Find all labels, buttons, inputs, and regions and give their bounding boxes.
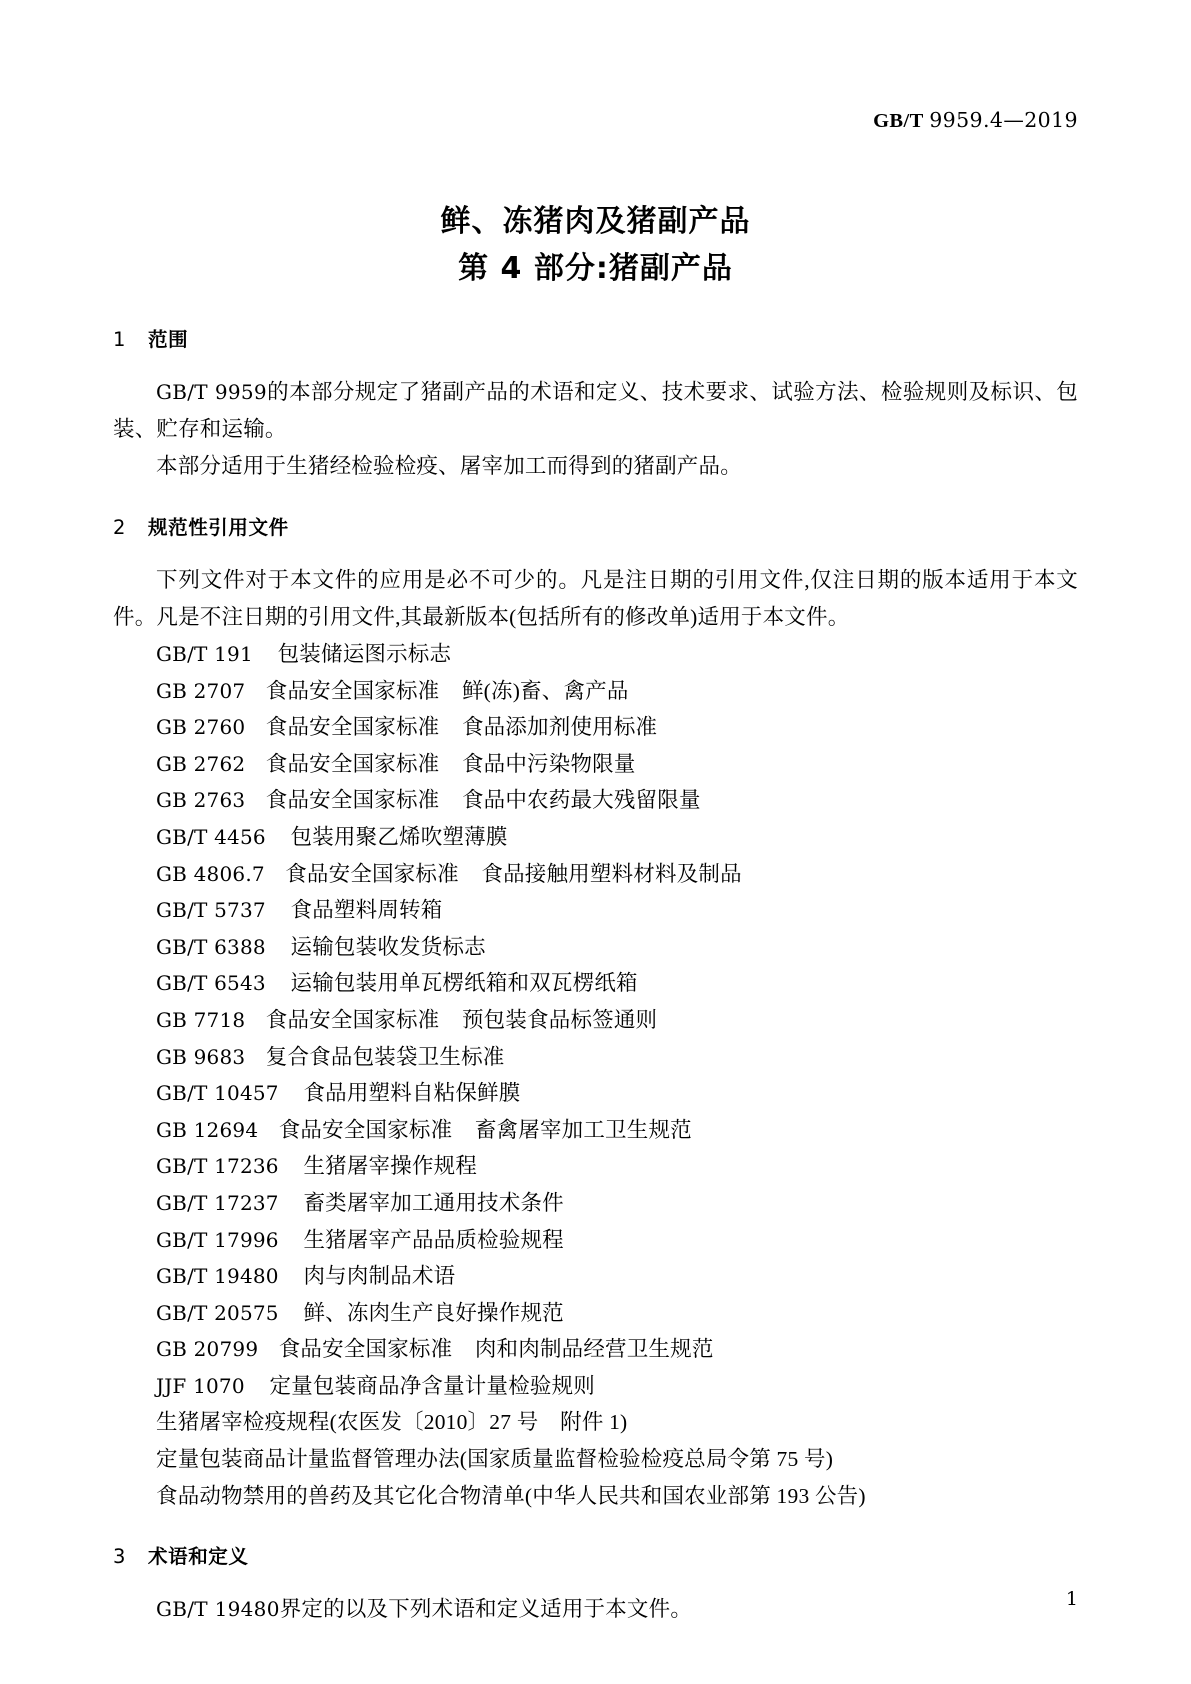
- reference-item: [113, 1368, 1078, 1405]
- reference-title: 生猪屠宰操作规程: [303, 1154, 478, 1179]
- reference-code: GB/T 5737: [156, 898, 266, 923]
- reference-subtitle: 食品安全国家标准: [285, 861, 459, 886]
- clause-number-3: 3: [113, 1545, 127, 1569]
- clause-1-paragraph-2: 本部分适用于生猪经检验检疫、屠宰加工而得到的猪副产品。: [156, 454, 742, 478]
- title-line-1: 鲜、冻猪肉及猪副产品: [440, 204, 751, 239]
- reference-subtitle: 食品安全国家标准: [265, 751, 440, 776]
- reference-title: 食品中农药最大残留限量: [461, 788, 701, 813]
- inline-standard-code: GB/T 19480: [156, 1597, 280, 1622]
- page-number: 1: [1065, 1588, 1078, 1610]
- reference-item: [113, 856, 1078, 893]
- clause-3-paragraph-1: [113, 1591, 1078, 1628]
- regulation-item: 生猪屠宰检疫规程(农医发〔2010〕27 号 附件 1): [156, 1410, 628, 1435]
- reference-item: [113, 965, 1078, 1002]
- reference-item: [113, 1185, 1078, 1222]
- reference-title: 包装用聚乙烯吹塑薄膜: [290, 824, 508, 849]
- reference-code: GB 7718: [156, 1007, 246, 1032]
- reference-code: GB/T 20575: [156, 1300, 279, 1325]
- reference-code: GB 9683: [156, 1044, 246, 1069]
- spacer: [113, 352, 1078, 374]
- reference-title: 畜禽屠宰加工卫生规范: [474, 1117, 692, 1142]
- spacer: [113, 540, 1078, 562]
- reference-code: GB 2760: [156, 715, 246, 740]
- reference-subtitle: 食品安全国家标准: [265, 678, 440, 703]
- reference-code: GB/T 6543: [156, 971, 266, 996]
- reference-item: [113, 673, 1078, 710]
- reference-title: 包装储运图示标志: [277, 642, 452, 666]
- reference-title: 鲜、冻肉生产良好操作规范: [303, 1300, 564, 1325]
- reference-item: [113, 929, 1078, 966]
- reference-code: GB 2763: [156, 788, 246, 813]
- reference-subtitle: 食品安全国家标准: [265, 788, 440, 813]
- reference-item: [113, 1258, 1078, 1295]
- reference-title: 预包装食品标签通则: [461, 1007, 658, 1032]
- reference-code: GB/T 17237: [156, 1190, 279, 1215]
- reference-title: 鲜(冻)畜、禽产品: [461, 678, 629, 703]
- reference-title: 定量包装商品净含量计量检验规则: [269, 1373, 596, 1398]
- reference-title: 运输包装收发货标志: [290, 934, 486, 959]
- reference-item: [113, 1039, 1078, 1076]
- reference-code: GB 2707: [156, 678, 246, 703]
- reference-code: GB/T 4456: [156, 824, 266, 849]
- reference-item: [113, 819, 1078, 856]
- reference-item: [113, 1002, 1078, 1039]
- clause-1-paragraph-1-text: 的本部分规定了猪副产品的术语和定义、技术要求、试验方法、检验规则及标识、包装、贮存和运输。: [113, 380, 1078, 441]
- reference-item: [113, 709, 1078, 746]
- document-title: [0, 200, 1191, 291]
- spacer: [113, 1569, 1078, 1591]
- reference-title: 肉与肉制品术语: [303, 1264, 456, 1289]
- reference-code: GB 12694: [156, 1117, 259, 1142]
- reference-code: GB/T 6388: [156, 934, 266, 959]
- reference-code: GB 2762: [156, 751, 246, 776]
- reference-title: 食品接触用塑料材料及制品: [481, 861, 742, 886]
- reference-title: 肉和肉制品经营卫生规范: [474, 1337, 714, 1362]
- inline-standard-code: GB/T 9959: [156, 380, 267, 404]
- clause-number-1: 1: [113, 328, 127, 351]
- header-standard-number: 9959.4—2019: [929, 108, 1078, 132]
- clause-title-1: 范围: [148, 328, 189, 351]
- spacer: [113, 485, 1078, 512]
- header-standard-prefix: GB/T: [873, 110, 924, 132]
- reference-code: GB/T 17996: [156, 1227, 279, 1252]
- reference-item: [113, 636, 1078, 673]
- reference-subtitle: 食品安全国家标准: [278, 1117, 453, 1142]
- reference-code: GB/T 191: [156, 642, 253, 666]
- clause-3-paragraph-1-text: 界定的以及下列术语和定义适用于本文件。: [279, 1597, 693, 1622]
- reference-title: 食品添加剂使用标准: [461, 715, 658, 740]
- clause-title-2: 规范性引用文件: [148, 516, 289, 539]
- clause-heading-3: [113, 1541, 1078, 1569]
- reference-code: GB/T 17236: [156, 1154, 279, 1179]
- reference-title: 食品用塑料自粘保鲜膜: [303, 1081, 521, 1106]
- clause-number-2: 2: [113, 516, 127, 539]
- reference-subtitle: 食品安全国家标准: [265, 715, 440, 740]
- reference-item: [113, 1222, 1078, 1259]
- reference-item: [113, 746, 1078, 783]
- reference-code: GB 20799: [156, 1337, 259, 1362]
- reference-title: 食品中污染物限量: [461, 751, 636, 776]
- reference-item: [113, 1331, 1078, 1368]
- normative-reference-list: [113, 636, 1078, 1514]
- reference-item: [113, 892, 1078, 929]
- reference-subtitle: 食品安全国家标准: [278, 1337, 453, 1362]
- clause-heading-1: [113, 324, 1078, 352]
- clause-title-3: 术语和定义: [148, 1545, 249, 1569]
- running-header: [0, 108, 1078, 133]
- reference-title: 生猪屠宰产品品质检验规程: [303, 1227, 564, 1252]
- reference-title: 运输包装用单瓦楞纸箱和双瓦楞纸箱: [290, 971, 638, 996]
- reference-title: 食品塑料周转箱: [290, 898, 443, 923]
- reference-code: GB/T 10457: [156, 1081, 279, 1106]
- reference-item: [113, 1295, 1078, 1332]
- clause-heading-2: [113, 512, 1078, 540]
- reference-code: JJF 1070: [156, 1373, 245, 1398]
- spacer: [113, 1514, 1078, 1541]
- reference-title: 畜类屠宰加工通用技术条件: [303, 1190, 564, 1215]
- clause-2-paragraph-1: 下列文件对于本文件的应用是必不可少的。凡是注日期的引用文件,仅注日期的版本适用于本文件。凡是不注日期的引用文件,其最新版本(包括所有的修改单)适用于本文件。: [113, 568, 1078, 629]
- title-line-2: 第 4 部分:猪副产品: [458, 251, 733, 286]
- clause-1-paragraph-1: [113, 374, 1078, 448]
- reference-item: [113, 1075, 1078, 1112]
- reference-code: GB/T 19480: [156, 1264, 279, 1289]
- reference-title: 复合食品包装袋卫生标准: [265, 1044, 505, 1069]
- reference-item: [113, 782, 1078, 819]
- reference-code: GB 4806.7: [156, 861, 265, 886]
- document-body: [113, 324, 1078, 1628]
- regulation-item: 食品动物禁用的兽药及其它化合物清单(中华人民共和国农业部第 193 公告): [156, 1483, 866, 1508]
- reference-item: [113, 1148, 1078, 1185]
- regulation-item: 定量包装商品计量监督管理办法(国家质量监督检验检疫总局令第 75 号): [156, 1447, 834, 1472]
- reference-subtitle: 食品安全国家标准: [265, 1007, 440, 1032]
- reference-item: [113, 1112, 1078, 1149]
